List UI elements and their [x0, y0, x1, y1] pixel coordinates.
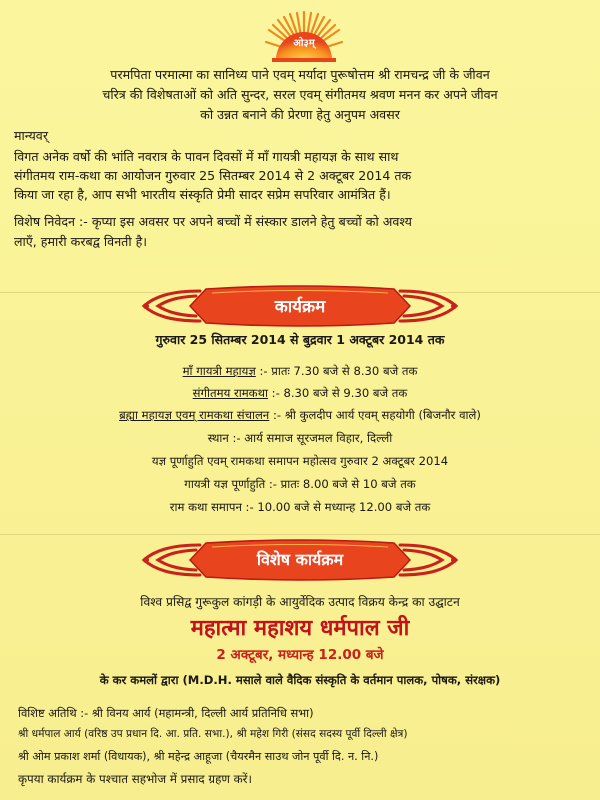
gayatri-purnahuti: गायत्री यज्ञ पूर्णाहुति :- प्रातः 8.00 बजे से 10 बजे तक: [184, 477, 416, 491]
intro-line-2: चरित्र की विशेषताओं को अति सुन्दर, सरल एवम् संगीतमय श्रवण मनन कर अपने जीवन: [102, 87, 498, 102]
schedule-value: :- प्रातः 7.30 बजे से 8.30 बजे तक: [259, 364, 418, 378]
venue: स्थान :- आर्य समाज सूरजमल विहार, दिल्ली: [207, 431, 393, 445]
schedule-label: संगीतमय रामकथा: [192, 386, 268, 400]
schedule-row: [0, 386, 600, 401]
prasad-note: कृपया कार्यक्रम के पश्चात सहभोज में प्रसाद ग्रहण करें।: [18, 772, 252, 786]
karyakram-dates: गुरुवार 25 सितम्बर 2014 से बुद्रवार 1 अक्टूबर 2014 तक: [155, 332, 445, 347]
om-label: ओ३म्: [293, 38, 315, 49]
vishesh-title: विशेष कार्यक्रम: [256, 550, 344, 569]
request-line-1: विशेष निवेदन :- कृप्या इस अवसर पर अपने बच्चों में संस्कार डालने हेतु बच्चों को अवश्य: [14, 214, 412, 229]
schedule-row: [0, 364, 600, 379]
guests-line-3: श्री ओम प्रकाश शर्मा (विधायक), श्री महेन्द्र आहूजा (चैयरमैन साउथ जोन पूर्वी दि. न. नि.): [18, 750, 379, 763]
schedule-row: [0, 408, 600, 423]
chief-guest-name: महात्मा महाशय धर्मपाल जी: [190, 616, 410, 641]
guests-line-1: विशिष्ट अतिथि :- श्री विनय आर्य (महामन्त्री, दिल्ली आर्य प्रतिनिधि सभा): [18, 706, 314, 720]
request-line-2: लाएँ, हमारी करबद्व विनती है।: [14, 234, 148, 249]
intro-line-1: परमपिता परमात्मा का सानिध्य पाने एवम् मर्यादा पुरूषोत्तम श्री रामचन्द्र जी के जीवन: [110, 67, 490, 82]
schedule-label: माँ गायत्री महायज्ञ: [182, 364, 256, 378]
invite-line-1: विगत अनेक वर्षो की भांति नवरात्र के पावन दिवसों में माँ गायत्री महायज्ञ के साथ साथ: [14, 149, 399, 164]
inauguration-line: विश्व प्रसिद्व गुरूकुल कांगड़ी के आयुर्वेदिक उत्पाद विक्रय केन्द्र का उद्घाटन: [140, 595, 460, 609]
invite-line-2: संगीतमय राम-कथा का आयोजन गुरुवार 25 सितम्बर 2014 से 2 अक्टूबर 2014 तक: [14, 168, 412, 183]
schedule-value: :- श्री कुलदीप आर्य एवम् सहयोगी (बिजनौर वाले): [272, 408, 481, 422]
schedule-label: ब्रह्मा महायज्ञ एवम् रामकथा संचालन: [119, 408, 270, 422]
karyakram-title: कार्यक्रम: [274, 297, 326, 317]
mdh-line: के कर कमलों द्वारा (M.D.H. मसाले वाले वैदिक संस्कृति के वर्तमान पालक, पोषक, संरक्षक): [99, 673, 501, 687]
guests-line-2: श्री धर्मपाल आर्य (वरिष्ठ उप प्रधान दि. आ. प्रति. सभा.), श्री महेश गिरी (संसद सदस्य पूर्वी दिल्ली क्षेत्र): [18, 728, 408, 740]
intro-line-3: को उन्नत बनाने की प्रेरणा हेतु अनुपम अवसर: [200, 107, 400, 122]
greeting: मान्यवर्: [14, 128, 48, 143]
closing-ceremony: यज्ञ पूर्णाहुति एवम् रामकथा समापन महोत्सव गुरुवार 2 अक्टूबर 2014: [151, 454, 449, 468]
invite-line-3: किया जा रहा है, आप सभी भारतीय संस्कृति प्रेमी सादर सप्रेम सपरिवार आमंत्रित हैं।: [14, 187, 391, 202]
schedule-value: :- 8.30 बजे से 9.30 बजे तक: [271, 386, 408, 400]
ramkatha-samapan: राम कथा समापन :- 10.00 बजे से मध्यान्ह 12.00 बजे तक: [169, 500, 431, 514]
inauguration-time: 2 अक्टूबर, मध्यान्ह 12.00 बजे: [216, 647, 384, 663]
